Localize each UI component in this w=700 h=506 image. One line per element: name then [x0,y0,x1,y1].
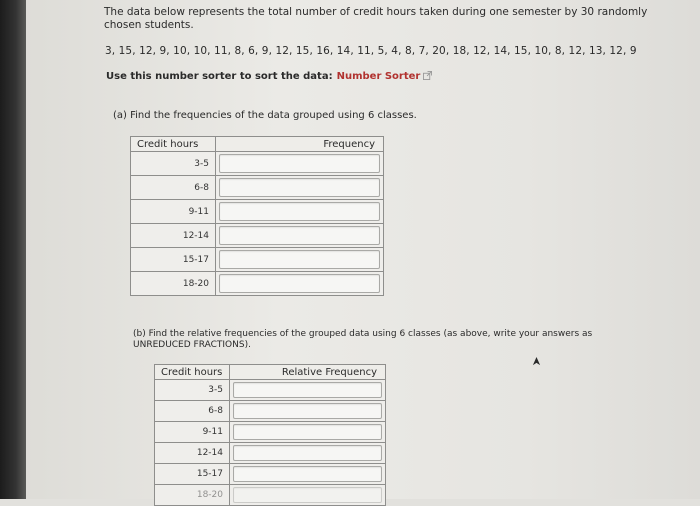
table-row [131,152,384,176]
monitor-bezel [0,0,26,499]
mouse-cursor-icon [532,357,541,366]
intro-line-1: The data below represents the total number of credit hours taken during one semester by 30 randomly [104,6,648,18]
relative-frequency-input[interactable] [233,445,382,461]
class-label: 6-8 [155,401,230,422]
relative-frequency-table [154,364,386,506]
relative-frequency-input[interactable] [233,382,382,398]
data-values: 3, 15, 12, 9, 10, 10, 11, 8, 6, 9, 12, 15, 16, 14, 11, 5, 4, 8, 7, 20, 18, 12, 14, 15, 10, 8, 12, 13, 12, 9 [105,45,637,57]
frequency-input[interactable] [219,202,380,221]
table-row [155,485,386,506]
problem-intro [104,6,647,32]
header-frequency: Frequency [216,137,384,152]
frequency-input[interactable] [219,154,380,173]
class-label: 9-11 [155,422,230,443]
relative-frequency-input[interactable] [233,403,382,419]
class-label: 6-8 [131,176,216,200]
number-sorter-link[interactable]: Number Sorter [336,71,421,82]
question-a: (a) Find the frequencies of the data grouped using 6 classes. [113,110,417,121]
header-credit-hours: Credit hours [155,365,230,380]
frequency-input[interactable] [219,250,380,269]
class-label: 12-14 [155,443,230,464]
class-label: 9-11 [131,200,216,224]
relative-frequency-input[interactable] [233,487,382,503]
table-row [131,176,384,200]
frequency-input[interactable] [219,178,380,197]
table-header-row [131,137,384,152]
table-row [155,443,386,464]
sorter-line [106,70,432,83]
table-row [155,464,386,485]
table-row [131,272,384,296]
frequency-input[interactable] [219,274,380,293]
table-header-row [155,365,386,380]
table-row [131,224,384,248]
class-label: 18-20 [155,485,230,506]
class-label: 18-20 [131,272,216,296]
class-label: 3-5 [155,380,230,401]
relative-frequency-input[interactable] [233,424,382,440]
table-row [155,422,386,443]
table-row [131,200,384,224]
frequency-input[interactable] [219,226,380,245]
question-b [133,329,592,351]
table-row [155,401,386,422]
class-label: 3-5 [131,152,216,176]
intro-line-2: chosen students. [104,19,194,31]
sorter-prefix: Use this number sorter to sort the data: [106,71,333,82]
table-row [155,380,386,401]
frequency-table [130,136,384,296]
header-credit-hours: Credit hours [131,137,216,152]
class-label: 15-17 [131,248,216,272]
class-label: 15-17 [155,464,230,485]
table-row [131,248,384,272]
relative-frequency-input[interactable] [233,466,382,482]
class-label: 12-14 [131,224,216,248]
header-relative-frequency: Relative Frequency [230,365,386,380]
external-link-icon[interactable] [423,71,432,80]
question-b-line-1: (b) Find the relative frequencies of the grouped data using 6 classes (as above, write your answers as [133,329,593,339]
question-b-line-2: UNREDUCED FRACTIONS). [133,340,251,350]
